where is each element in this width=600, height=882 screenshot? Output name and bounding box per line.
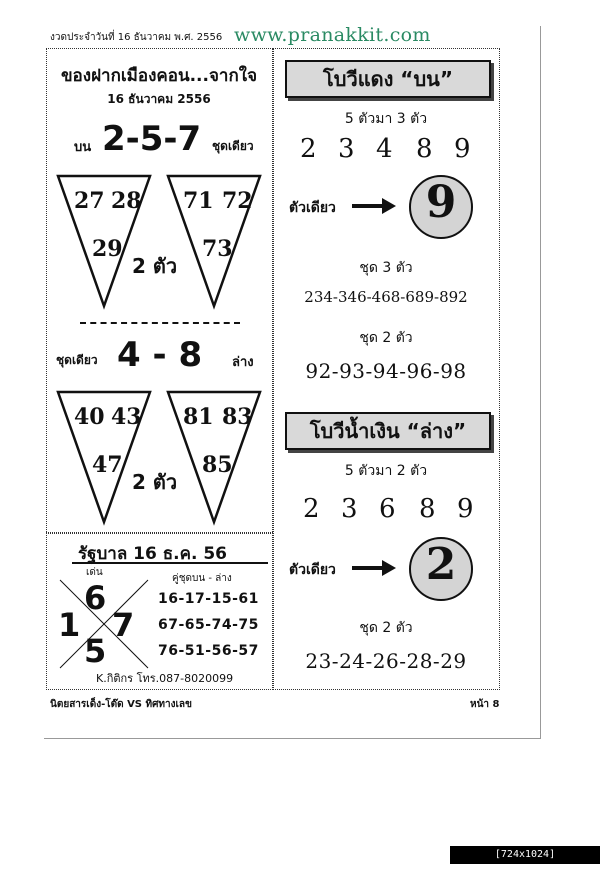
digit: 3 — [338, 134, 355, 164]
gov-pair-row: 16-17-15-61 — [158, 591, 259, 607]
issue-label: งวดประจำวันที่ 16 ธันวาคม พ.ศ. 2556 — [50, 32, 223, 43]
single-digit-top: 9 — [425, 177, 457, 228]
bottom-label: ล่าง — [232, 355, 254, 370]
banner-bottom: โบวีน้ำเงิน “ล่าง” — [285, 412, 491, 450]
triangle-number: 83 — [222, 404, 253, 430]
site-url[interactable]: www.pranakkit.com — [234, 24, 431, 46]
gov-pairs-label: คู่ชุดบน - ล่าง — [172, 573, 232, 584]
gov-pair-row: 67-65-74-75 — [158, 617, 259, 633]
triangle-number: 43 — [111, 404, 142, 430]
arrow-right-icon — [350, 558, 398, 578]
watermark-tag[interactable]: [724x1024] http://upic.me/ — [450, 846, 600, 864]
digit: 9 — [457, 494, 474, 524]
triangle-number: 81 — [183, 404, 214, 430]
gov-title: รัฐบาล 16 ธ.ค. 56 — [78, 544, 227, 564]
digit: 8 — [416, 134, 433, 164]
digit: 3 — [341, 494, 358, 524]
footer-left: นิตยสารเด็ง-โต๊ด VS ทิศทางเลข — [50, 699, 192, 710]
top-digits: 2-5-7 — [102, 119, 202, 159]
digits-bottom-row — [303, 494, 483, 528]
dashed-divider — [80, 322, 240, 324]
triangle-number: 73 — [202, 236, 233, 262]
set3-label: ชุด 3 ตัว — [359, 260, 413, 276]
rule-bottom: 5 ตัวมา 2 ตัว — [344, 463, 428, 479]
cross-digit-bottom: 5 — [84, 632, 107, 670]
top-set-label: ชุดเดียว — [212, 139, 254, 153]
set2b-values: 23-24-26-28-29 — [305, 649, 467, 673]
digits-top-row — [300, 134, 480, 168]
single-label-bottom: ตัวเดียว — [289, 562, 336, 578]
triangle-number: 85 — [202, 452, 233, 478]
bottom-digits: 4 - 8 — [117, 335, 203, 375]
digit: 9 — [454, 134, 471, 164]
digit: 4 — [376, 134, 393, 164]
arrow-right-icon — [350, 196, 398, 216]
footer-right: หน้า 8 — [470, 699, 500, 710]
gov-title-underline — [72, 562, 268, 564]
triangle-number: 47 — [92, 452, 123, 478]
digit: 2 — [303, 494, 320, 524]
bottom-set-label: ชุดเดียว — [56, 353, 98, 367]
triangle-number: 72 — [222, 188, 253, 214]
triangle-number: 29 — [92, 236, 123, 262]
single-label-top: ตัวเดียว — [289, 200, 336, 216]
gov-pair-row: 76-51-56-57 — [158, 643, 259, 659]
rule-top: 5 ตัวมา 3 ตัว — [344, 111, 428, 127]
triangle-number: 71 — [183, 188, 214, 214]
cross-digit-left: 1 — [58, 606, 81, 644]
single-digit-bottom: 2 — [425, 539, 457, 590]
triangle-number: 28 — [111, 188, 142, 214]
digit: 2 — [300, 134, 317, 164]
gov-contact: K.กิติกร โทร.087-8020099 — [96, 672, 234, 685]
triangle-number: 40 — [74, 404, 105, 430]
set3-values: 234-346-468-689-892 — [304, 288, 468, 306]
set2b-label: ชุด 2 ตัว — [359, 620, 413, 636]
left-title: ของฝากเมืองคอน...จากใจ — [60, 66, 258, 86]
left-date: 16 ธันวาคม 2556 — [107, 92, 211, 106]
set2-label: ชุด 2 ตัว — [359, 330, 413, 346]
digit: 8 — [419, 494, 436, 524]
top-caption: 2 ตัว — [132, 254, 178, 278]
cross-digit-right: 7 — [112, 606, 135, 644]
top-label: บน — [74, 140, 92, 155]
triangle-number: 27 — [74, 188, 105, 214]
cross-digit-top: 6 — [84, 579, 107, 617]
set2-values: 92-93-94-96-98 — [305, 359, 467, 383]
digit: 6 — [379, 494, 396, 524]
bottom-caption: 2 ตัว — [132, 470, 178, 494]
gov-lead-label: เด่น — [86, 567, 103, 578]
banner-top: โบวีแดง “บน” — [285, 60, 491, 98]
